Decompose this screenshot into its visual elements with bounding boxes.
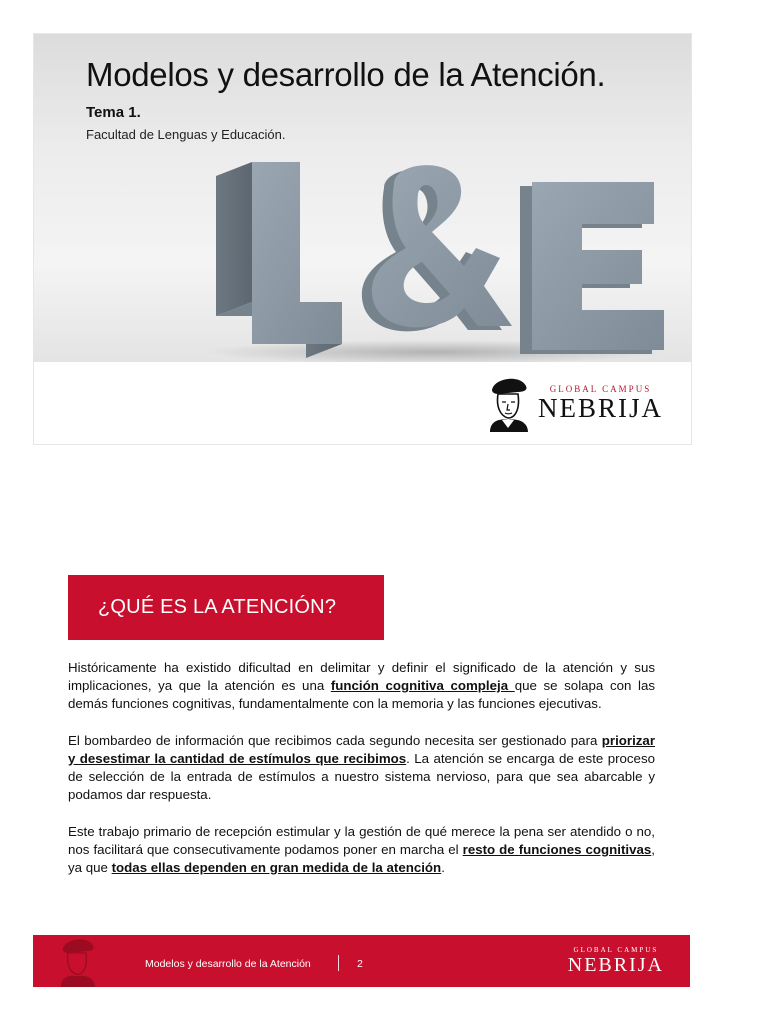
p3-text: Este trabajo primario de recepción estimular y la gestión de qué merece la pena ser atendido o no, nos facilitará que consecutivamente podamos poner en marcha el — [68, 824, 655, 857]
footer-logo-name: NEBRIJA — [567, 954, 664, 976]
footer-logo-campus: GLOBAL CAMPUS — [573, 946, 659, 954]
section-banner — [68, 575, 384, 640]
footer-portrait-icon — [51, 935, 103, 987]
cover-faculty: Facultad de Lenguas y Educación. — [86, 127, 286, 142]
p3-text-end: . — [441, 860, 445, 875]
page-number: 2 — [357, 958, 363, 970]
letter-l — [216, 162, 342, 358]
logo-name-text: NEBRIJA — [537, 393, 663, 423]
p3-emphasis-1: resto de funciones cognitivas — [462, 842, 652, 857]
footer-title: Modelos y desarrollo de la Atención — [145, 958, 311, 970]
nebrija-portrait-icon — [484, 374, 532, 432]
nebrija-logo — [484, 374, 663, 432]
body-text — [68, 659, 655, 896]
section-title: ¿QUÉ ES LA ATENCIÓN? — [98, 596, 337, 618]
letter-ampersand — [362, 165, 512, 331]
p2-text: El bombardeo de información que recibimos cada segundo necesita ser gestionado para — [68, 733, 602, 748]
paragraph-1 — [68, 659, 655, 713]
cover-footer — [34, 362, 691, 444]
paragraph-2 — [68, 732, 655, 804]
page-footer — [33, 935, 690, 987]
p3-emphasis-2: todas ellas dependen en gran medida de la atención — [111, 860, 442, 875]
cover-slide — [33, 33, 692, 445]
cover-tema: Tema 1. — [86, 104, 141, 121]
cover-title: Modelos y desarrollo de la Atención. — [86, 56, 606, 93]
le-letters-image — [194, 154, 674, 362]
p1-text: Históricamente ha existido dificultad en delimitar y definir el significado de la atención y sus implicaciones, ya que la atención es una — [68, 660, 655, 693]
footer-separator — [338, 955, 339, 971]
p3-text-mid: , ya que — [68, 842, 655, 875]
p2-emphasis: priorizar y desestimar la cantidad de estímulos que recibimos — [68, 733, 655, 766]
cover-photo — [34, 34, 691, 362]
letter-e — [520, 182, 664, 354]
logo-campus-text: GLOBAL CAMPUS — [549, 384, 652, 394]
p2-text-end: . La atención se encarga de este proceso de selección de la entrada de estímulos a nuestro sistema nervioso, para que sea abarcable y podamos dar respuesta. — [68, 751, 655, 802]
paragraph-3 — [68, 823, 655, 877]
footer-nebrija-logo — [568, 946, 664, 976]
p1-text-end: que se solapa con las demás funciones cognitivas, fundamentalmente con la memoria y las funciones ejecutivas. — [68, 678, 655, 711]
p1-emphasis: función cognitiva compleja — [330, 678, 515, 693]
content-slide — [33, 555, 690, 987]
